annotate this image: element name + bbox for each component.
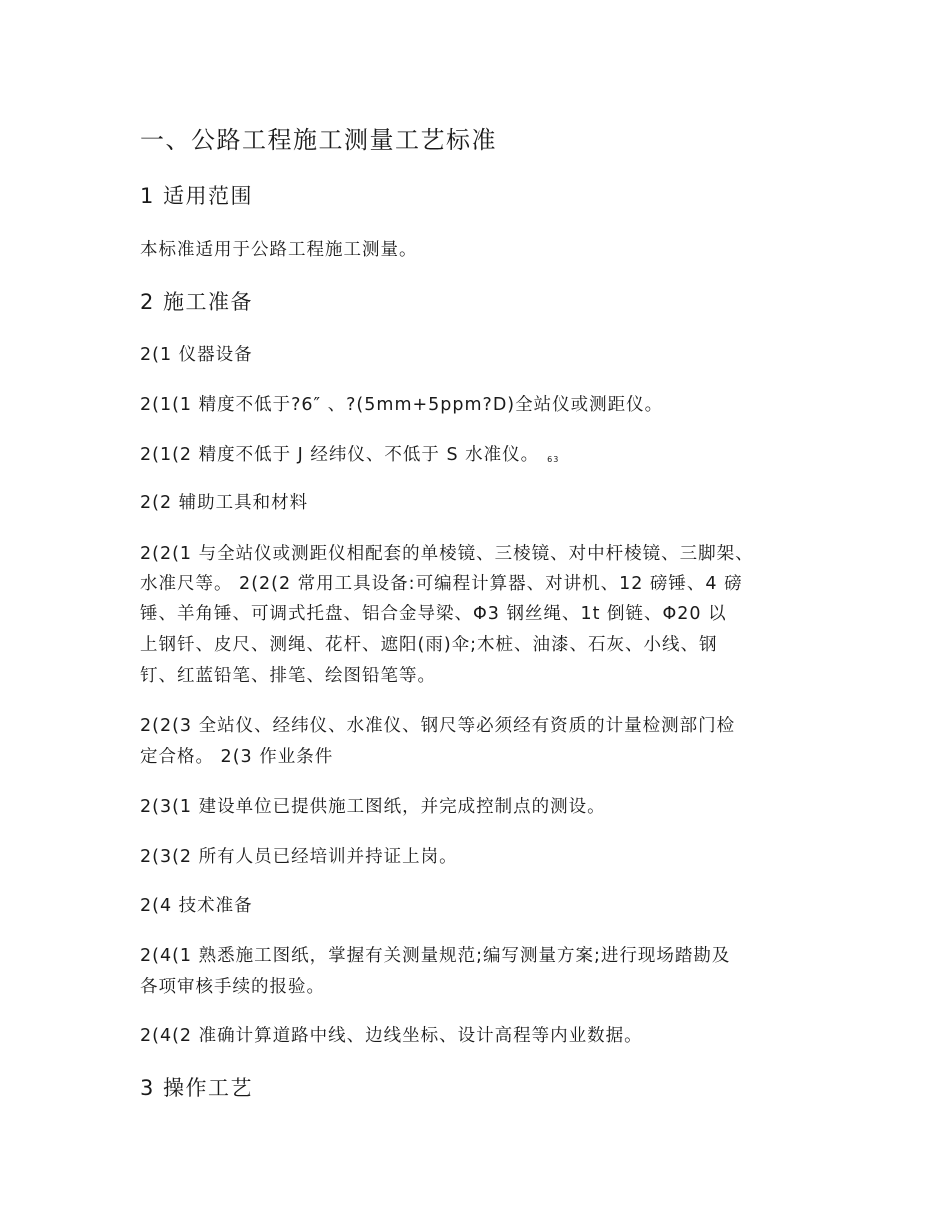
paragraph-2-3-2: 2(3(2 所有人员已经培训并持证上岗。 — [140, 847, 458, 867]
paragraph-2-1-2-text: 2(1(2 精度不低于 J 经纬仪、不低于 S 水准仪。 — [140, 445, 540, 465]
paragraph-2-4-1-line-1: 2(4(1 熟悉施工图纸，掌握有关测量规范;编写测量方案;进行现场踏勘及 — [140, 946, 731, 966]
paragraph-2-1-2 — [140, 441, 559, 466]
paragraph-2-4-1-line-2: 各项审核手续的报验。 — [140, 977, 325, 997]
subheading-2-2: 2(2 辅助工具和材料 — [140, 493, 309, 513]
paragraph-2-2-3-line-2: 定合格。 2(3 作业条件 — [140, 747, 334, 767]
section-heading-3: 3 操作工艺 — [140, 1076, 254, 1100]
paragraph-2-1-1: 2(1(1 精度不低于?6″ 、?(5mm+5ppm?D)全站仪或测距仪。 — [140, 395, 664, 415]
paragraph-2-4-2: 2(4(2 准确计算道路中线、边线坐标、设计高程等内业数据。 — [140, 1026, 643, 1046]
subheading-2-4: 2(4 技术准备 — [140, 896, 253, 916]
paragraph-2-3-1: 2(3(1 建设单位已提供施工图纸，并完成控制点的测设。 — [140, 797, 606, 817]
subscript-note: 63 — [547, 455, 560, 464]
paragraph-2-2-3-line-1: 2(2(3 全站仪、经纬仪、水准仪、钢尺等必须经有资质的计量检测部门检 — [140, 716, 736, 736]
paragraph-2-2-1-line-1: 2(2(1 与全站仪或测距仪相配套的单棱镜、三棱镜、对中杆棱镜、三脚架、 — [140, 544, 754, 564]
section-heading-2: 2 施工准备 — [140, 290, 254, 314]
section-heading-1: 1 适用范围 — [140, 184, 254, 208]
paragraph-2-2-1-line-3: 锤、羊角锤、可调式托盘、铝合金导梁、Φ3 钢丝绳、1t 倒链、Φ20 以 — [140, 604, 727, 624]
paragraph-2-2-1-line-4: 上钢钎、皮尺、测绳、花杆、遮阳(雨)伞;木桩、油漆、石灰、小线、钢 — [140, 635, 718, 655]
document-title: 一、公路工程施工测量工艺标准 — [140, 126, 497, 154]
paragraph-2-2-1-line-5: 钉、红蓝铅笔、排笔、绘图铅笔等。 — [140, 666, 436, 686]
paragraph-2-2-1-line-2: 水准尺等。 2(2(2 常用工具设备:可编程计算器、对讲机、12 磅锤、4 磅 — [140, 574, 743, 594]
paragraph-scope: 本标准适用于公路工程施工测量。 — [140, 240, 418, 260]
subheading-2-1: 2(1 仪器设备 — [140, 345, 253, 365]
